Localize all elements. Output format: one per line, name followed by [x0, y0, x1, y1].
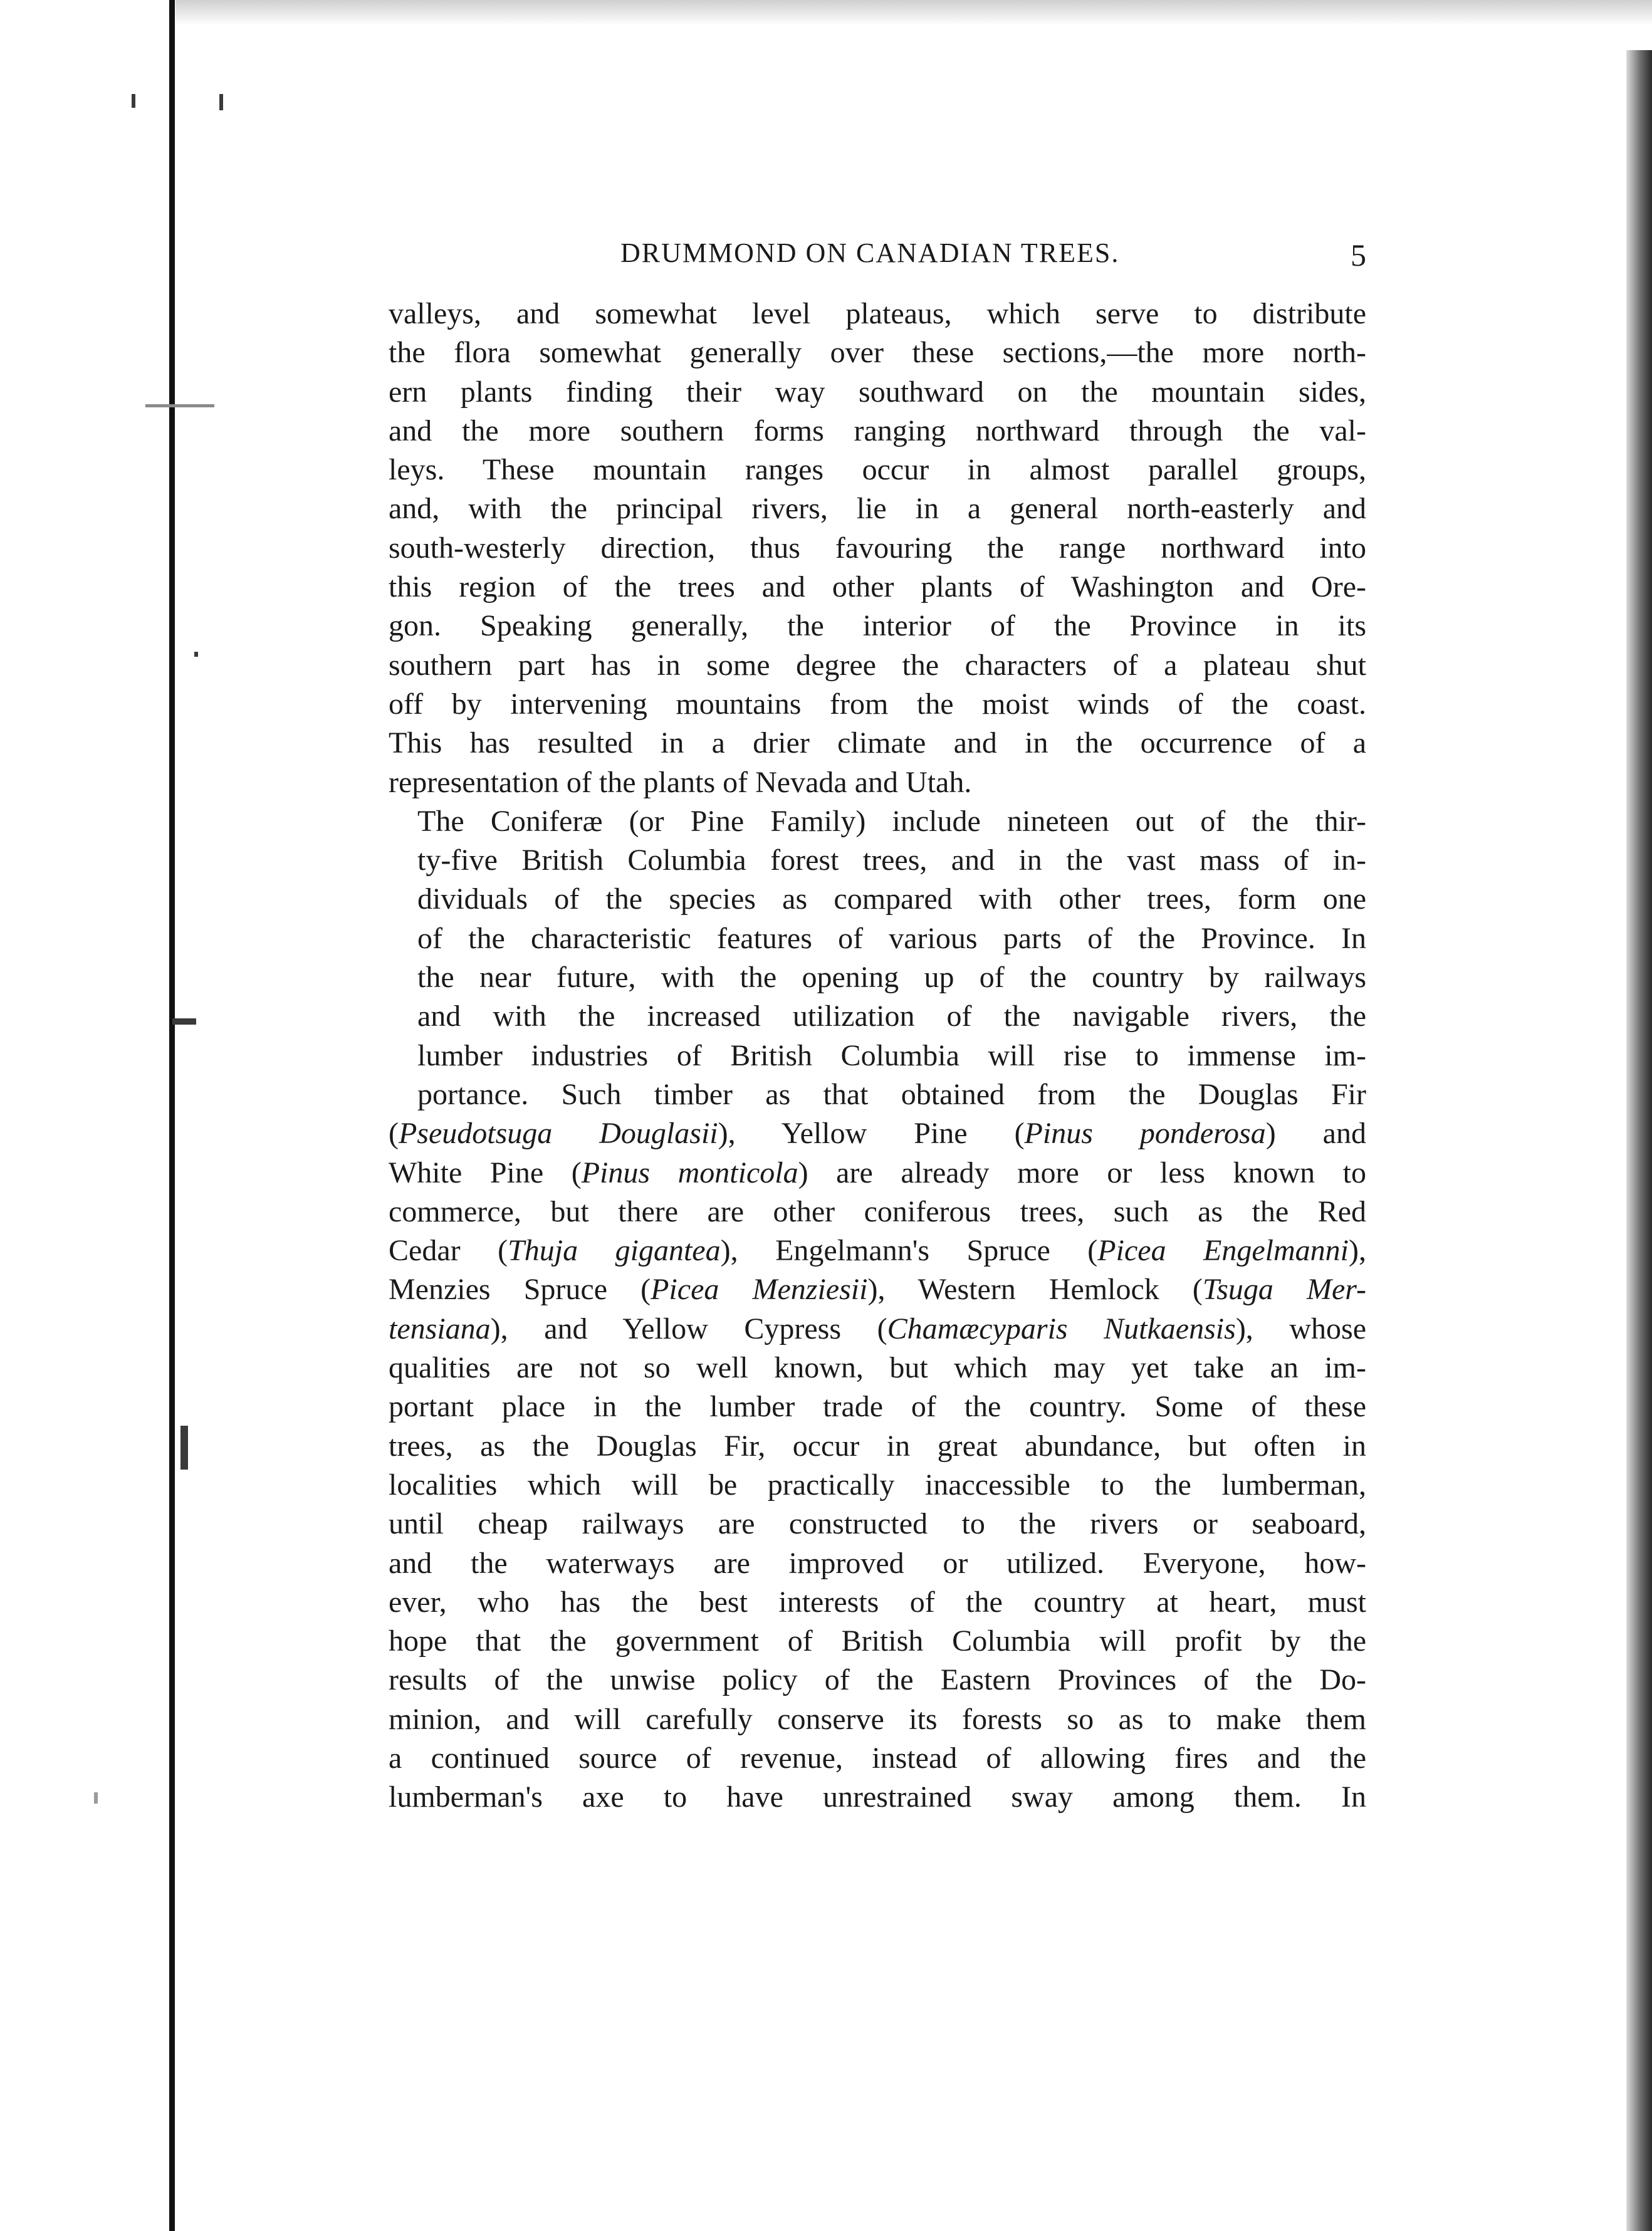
- text-line: ern plants finding their way southward on the mountain sides,: [389, 375, 1366, 409]
- text-line: hope that the government of British Columbia will profit by the: [389, 1624, 1366, 1658]
- page-number: 5: [1351, 238, 1366, 273]
- species-name: tensiana: [389, 1312, 491, 1345]
- text-line: [389, 1310, 1366, 1349]
- text-line: trees, as the Douglas Fir, occur in great abundance, but often in: [389, 1429, 1366, 1463]
- text-line: a continued source of revenue, instead of allowing fires and the: [389, 1741, 1366, 1775]
- text-line: This has resulted in a drier climate and in the occurrence of a: [389, 726, 1366, 760]
- running-header: DRUMMOND ON CANADIAN TREES.: [620, 238, 1120, 268]
- text-line: The Coniferæ (or Pine Family) include nineteen out of the thir-: [417, 804, 1366, 838]
- species-name: Pseudotsuga Douglasii: [398, 1117, 718, 1151]
- text-line: [389, 1231, 1366, 1270]
- species-name: Pinus monticola: [581, 1156, 798, 1189]
- paragraph: [389, 295, 1366, 802]
- species-name: Thuja gigantea: [508, 1234, 721, 1268]
- margin-mark: [172, 1018, 196, 1025]
- margin-mark: [132, 94, 135, 108]
- text-line: and the waterways are improved or utilized. Everyone, how-: [389, 1546, 1366, 1580]
- text-run: ), Engelmann's Spruce (: [720, 1234, 1098, 1268]
- text-line: results of the unwise policy of the Eastern Provinces of the Do-: [389, 1663, 1366, 1697]
- text-line: and with the increased utilization of the navigable rivers, the: [417, 1000, 1366, 1033]
- species-name: Picea Menziesii: [651, 1273, 868, 1307]
- text-line: off by intervening mountains from the moist winds of the coast.: [389, 687, 1366, 721]
- text-run: (: [389, 1117, 399, 1151]
- text-line: valleys, and somewhat level plateaus, which serve to distribute: [389, 297, 1366, 330]
- text-line: and, with the principal rivers, lie in a general north-easterly and: [389, 492, 1366, 526]
- margin-mark: [219, 94, 223, 110]
- text-run: ) and: [1265, 1117, 1366, 1151]
- text-run: Menzies Spruce (: [389, 1273, 651, 1307]
- text-line: and the more southern forms ranging northward through the val-: [389, 414, 1366, 447]
- text-line: [389, 1154, 1366, 1193]
- margin-mark: [194, 652, 198, 657]
- species-name: Chamæcyparis Nutkaensis: [887, 1312, 1236, 1345]
- text-line: lumber industries of British Columbia will rise to immense im-: [417, 1038, 1366, 1072]
- species-name: Picea Engelmanni: [1097, 1234, 1349, 1268]
- margin-mark: [94, 1792, 98, 1804]
- text-line: dividuals of the species as compared with other trees, form one: [417, 882, 1366, 916]
- text-line: minion, and will carefully conserve its forests so as to make them: [389, 1702, 1366, 1736]
- text-line: southern part has in some degree the characters of a plateau shut: [389, 648, 1366, 682]
- text-line: the near future, with the opening up of the country by railways: [417, 961, 1366, 995]
- text-run: ), Yellow Pine (: [718, 1117, 1025, 1151]
- text-run: ), whose: [1235, 1312, 1367, 1345]
- paragraph: [389, 802, 1366, 1817]
- margin-mark: [180, 1426, 188, 1470]
- text-line: south-westerly direction, thus favouring the range northward into: [389, 531, 1366, 565]
- species-name: Pinus ponderosa: [1024, 1117, 1266, 1151]
- text-run: Cedar (: [389, 1234, 508, 1268]
- species-name: Tsuga Mer-: [1202, 1273, 1366, 1307]
- page-right-edge: [1626, 50, 1652, 2231]
- text-line: the flora somewhat generally over these sections,—the more north-: [389, 336, 1366, 370]
- text-line: [389, 1270, 1366, 1309]
- text-run: White Pine (: [389, 1156, 582, 1189]
- text-line: leys. These mountain ranges occur in almost parallel groups,: [389, 453, 1366, 487]
- text-line: localities which will be practically inaccessible to the lumberman,: [389, 1468, 1366, 1502]
- text-line: commerce, but there are other coniferous trees, such as the Red: [389, 1194, 1366, 1228]
- text-line: until cheap railways are constructed to the rivers or seaboard,: [389, 1507, 1366, 1541]
- text-line: of the characteristic features of various parts of the Province. In: [417, 921, 1366, 955]
- margin-mark: [145, 404, 214, 407]
- text-run: ),: [1349, 1234, 1367, 1268]
- text-run: ), and Yellow Cypress (: [490, 1312, 887, 1345]
- page-top-edge: [175, 0, 1652, 25]
- text-run: ) are already more or less known to: [798, 1156, 1367, 1189]
- text-line: lumberman's axe to have unrestrained sway among them. In: [389, 1780, 1366, 1814]
- text-line: gon. Speaking generally, the interior of the Province in its: [389, 609, 1366, 643]
- text-line: portant place in the lumber trade of the country. Some of these: [389, 1390, 1366, 1424]
- text-line: [389, 1114, 1366, 1153]
- body-text: [389, 295, 1366, 1817]
- text-line: ty-five British Columbia forest trees, and in the vast mass of in-: [417, 844, 1366, 877]
- text-line: qualities are not so well known, but which may yet take an im-: [389, 1351, 1366, 1385]
- binding-spine: [169, 0, 175, 2231]
- text-line: this region of the trees and other plants of Washington and Ore-: [389, 570, 1366, 604]
- text-line: portance. Such timber as that obtained from the Douglas Fir: [417, 1077, 1366, 1111]
- text-line: ever, who has the best interests of the country at heart, must: [389, 1585, 1366, 1619]
- text-run: ), Western Hemlock (: [867, 1273, 1203, 1307]
- text-line: representation of the plants of Nevada and Utah.: [389, 765, 972, 799]
